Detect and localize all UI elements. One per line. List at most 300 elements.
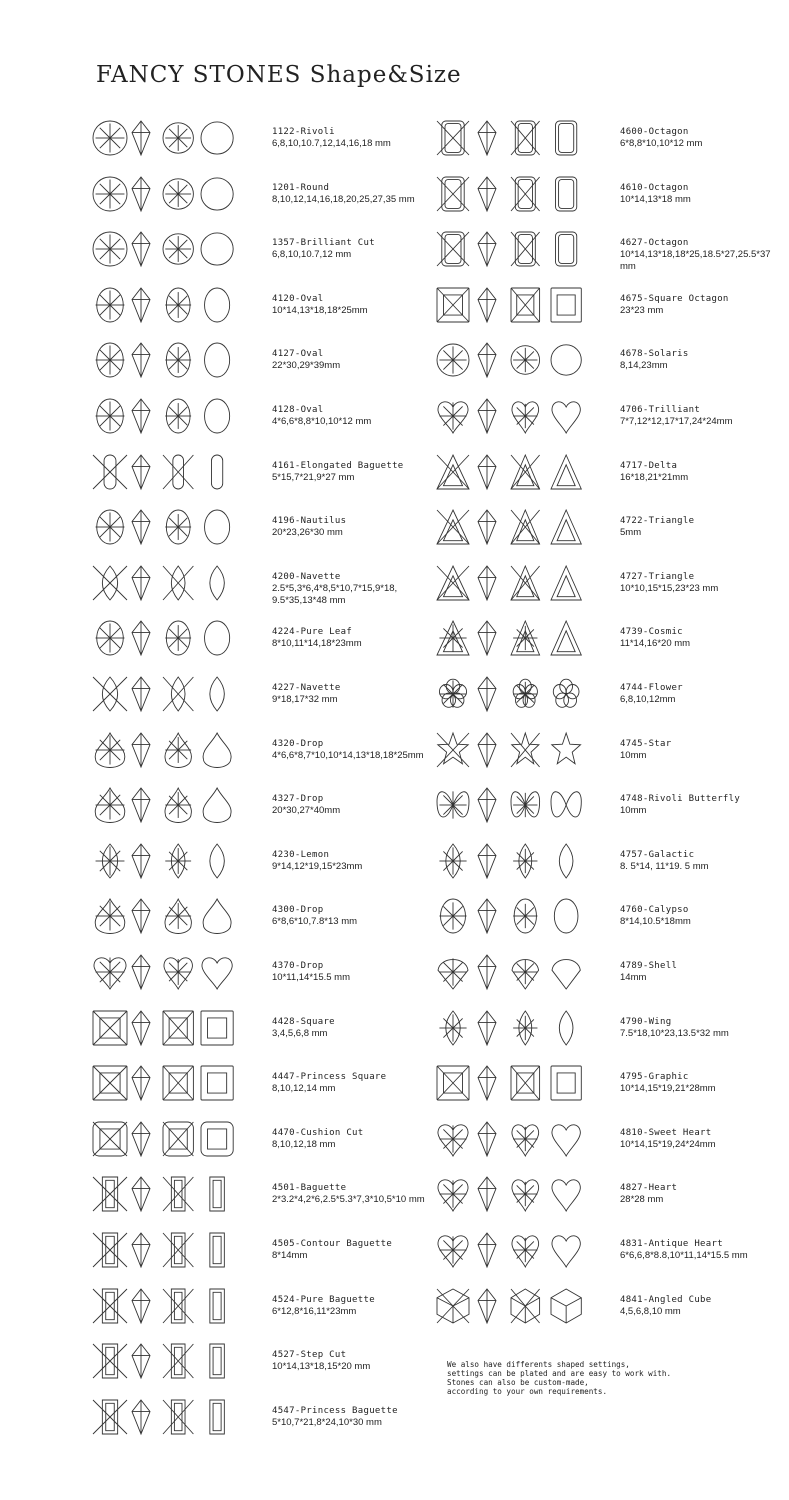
stone-top-view-icon	[92, 898, 128, 934]
stone-sizes: 10mm	[620, 749, 647, 761]
stone-setting-icon	[550, 509, 582, 545]
stone-sizes: 6*6,6,8*8.8,10*11,14*15.5 mm	[620, 1250, 748, 1261]
stone-item	[0, 565, 440, 615]
stone-top-view-icon	[436, 620, 470, 656]
stone-sizes: 8*10,11*14,18*23mm	[272, 638, 362, 650]
stone-side-view-icon	[476, 898, 498, 934]
stone-sizes: 11*14,16*20 mm	[620, 638, 691, 650]
stone-label	[272, 1071, 386, 1095]
stone-model-name: 4120-Oval	[272, 293, 324, 304]
note-line: settings can be plated and are easy to work with.	[447, 1369, 672, 1378]
stone-label	[272, 738, 424, 762]
stone-item	[0, 620, 440, 670]
stone-bottom-view-icon	[510, 509, 541, 545]
stone-model-name: 4128-Oval	[272, 405, 324, 415]
note-line: Stones can also be custom-made,	[447, 1378, 589, 1387]
stone-bottom-view-icon	[162, 454, 194, 490]
stone-item	[430, 1176, 789, 1226]
stone-sizes: 5*10,7*21,8*24,10*30 mm	[272, 1416, 382, 1428]
stone-bottom-view-icon	[162, 1065, 194, 1101]
stone-bottom-view-icon	[162, 954, 194, 990]
stone-top-view-icon	[436, 1288, 470, 1324]
stone-sizes: 8*14,10.5*18mm	[620, 916, 691, 928]
stone-side-view-icon	[130, 1065, 152, 1101]
stone-top-view-icon	[436, 954, 470, 990]
stone-sizes: 8,10,12,14,16,18,20,25,27,35 mm	[272, 193, 415, 205]
stone-top-view-icon	[436, 676, 470, 712]
stone-setting-icon	[550, 843, 582, 879]
stone-item	[430, 398, 789, 448]
stone-model-name: 4757-Galactic	[620, 849, 695, 860]
stone-top-view-icon	[92, 620, 128, 656]
stone-setting-icon	[200, 398, 234, 434]
stone-side-view-icon	[130, 342, 152, 378]
stone-item	[430, 342, 789, 392]
stone-sizes: 6*8,6*10,7.8*13 mm	[272, 916, 358, 928]
stone-bottom-view-icon	[510, 1288, 541, 1324]
stone-item	[0, 342, 440, 392]
stone-top-view-icon	[436, 454, 470, 490]
stone-model-name: 4200-Navette	[272, 571, 341, 582]
stone-item	[430, 176, 789, 226]
stone-item	[0, 509, 440, 559]
stone-setting-icon	[200, 1232, 234, 1268]
stone-label	[272, 515, 346, 539]
stone-bottom-view-icon	[162, 898, 194, 934]
stone-label	[272, 1405, 398, 1429]
settings-note	[447, 1360, 671, 1396]
stone-side-view-icon	[476, 1288, 498, 1324]
stone-model-name: 4224-Pure Leaf	[272, 627, 353, 638]
stone-sizes: 8,10,12,18 mm	[272, 1138, 336, 1150]
stone-item	[430, 620, 789, 670]
stone-sizes: 6,8,10,10.7,12,14,16,18 mm	[272, 138, 391, 149]
stone-bottom-view-icon	[162, 565, 194, 601]
stone-sizes: 9*14,12*19,15*23mm	[272, 860, 363, 872]
stone-side-view-icon	[130, 1010, 152, 1046]
stone-model-name: 4320-Drop	[272, 738, 324, 749]
stone-item	[0, 676, 440, 726]
stone-side-view-icon	[130, 176, 152, 212]
stone-side-view-icon	[476, 176, 498, 212]
stone-top-view-icon	[92, 1232, 128, 1268]
stone-side-view-icon	[476, 120, 498, 156]
stone-item	[430, 1065, 789, 1115]
stone-sizes: 10mm	[620, 805, 647, 817]
stone-top-view-icon	[92, 509, 128, 545]
stone-label	[620, 1182, 677, 1206]
stone-top-view-icon	[436, 398, 470, 434]
stone-item	[0, 954, 440, 1004]
stone-side-view-icon	[476, 1121, 498, 1157]
stone-label	[272, 404, 371, 428]
stone-side-view-icon	[476, 342, 498, 378]
stone-model-name: 4795-Graphic	[620, 1072, 689, 1083]
stone-top-view-icon	[436, 287, 470, 323]
stone-item	[430, 843, 789, 893]
stone-bottom-view-icon	[510, 565, 541, 601]
stone-top-view-icon	[92, 342, 128, 378]
stone-sizes: 6*12,8*16,11*23mm	[272, 1305, 357, 1317]
stone-bottom-view-icon	[162, 342, 194, 378]
stone-side-view-icon	[130, 1288, 152, 1324]
stone-model-name: 1122-Rivoli	[272, 127, 335, 137]
stone-model-name: 4600-Octagon	[620, 127, 689, 137]
stone-model-name: 4230-Lemon	[272, 849, 330, 860]
stone-sizes: 8. 5*14, 11*19. 5 mm	[620, 860, 709, 872]
stone-bottom-view-icon	[510, 120, 541, 156]
stone-bottom-view-icon	[510, 398, 541, 434]
stone-sizes: 16*18,21*21mm	[620, 471, 689, 483]
stone-bottom-view-icon	[510, 1232, 541, 1268]
stone-label	[272, 293, 368, 317]
stone-top-view-icon	[92, 1010, 128, 1046]
stone-item	[0, 120, 440, 170]
stone-top-view-icon	[436, 176, 470, 212]
stone-label	[620, 126, 702, 150]
stone-side-view-icon	[476, 1176, 498, 1212]
stone-label	[272, 1182, 425, 1206]
stone-label	[272, 904, 357, 928]
stone-side-view-icon	[130, 120, 152, 156]
stone-sizes: 4*6,6*8,7*10,10*14,13*18,18*25mm	[272, 749, 424, 761]
stone-model-name: 4745-Star	[620, 738, 672, 749]
note-line: We also have differents shaped settings,	[447, 1360, 630, 1369]
stone-top-view-icon	[92, 732, 128, 768]
stone-top-view-icon	[92, 120, 128, 156]
stone-bottom-view-icon	[162, 231, 194, 267]
stone-bottom-view-icon	[162, 620, 194, 656]
stone-top-view-icon	[436, 231, 470, 267]
stone-model-name: 4744-Flower	[620, 683, 683, 693]
stone-model-name: 4717-Delta	[620, 460, 678, 471]
stone-model-name: 4627-Octagon	[620, 238, 689, 249]
stone-bottom-view-icon	[510, 1176, 541, 1212]
stone-side-view-icon	[476, 509, 498, 545]
stone-bottom-view-icon	[162, 1232, 194, 1268]
stone-side-view-icon	[130, 454, 152, 490]
stone-top-view-icon	[436, 787, 470, 823]
stone-setting-icon	[550, 1121, 582, 1157]
stone-bottom-view-icon	[162, 176, 194, 212]
stone-sizes: 7.5*18,10*23,13.5*32 mm	[620, 1027, 729, 1039]
stone-item	[430, 1232, 789, 1282]
stone-top-view-icon	[92, 1399, 128, 1435]
stone-setting-icon	[550, 1176, 582, 1212]
stone-side-view-icon	[476, 565, 498, 601]
stone-label	[620, 237, 789, 273]
stone-setting-icon	[200, 732, 234, 768]
stone-model-name: 4748-Rivoli Butterfly	[620, 794, 741, 805]
stone-setting-icon	[200, 1343, 234, 1379]
stone-model-name: 4501-Baguette	[272, 1183, 347, 1194]
stone-setting-icon	[550, 620, 582, 656]
stone-bottom-view-icon	[162, 1010, 194, 1046]
stone-setting-icon	[200, 120, 234, 156]
stone-item	[430, 954, 789, 1004]
stone-model-name: 4505-Contour Baguette	[272, 1239, 393, 1249]
stone-sizes: 20*23,26*30 mm	[272, 527, 343, 539]
stone-item	[0, 1176, 440, 1226]
stone-bottom-view-icon	[162, 1399, 194, 1435]
stone-sizes: 22*30,29*39mm	[272, 360, 341, 372]
stone-sizes: 10*14,13*18,15*20 mm	[272, 1361, 371, 1373]
stone-bottom-view-icon	[162, 787, 194, 823]
stone-model-name: 4524-Pure Baguette	[272, 1294, 375, 1305]
stone-top-view-icon	[436, 1121, 470, 1157]
stone-model-name: 4678-Solaris	[620, 349, 689, 360]
stone-label	[620, 182, 691, 206]
stone-top-view-icon	[436, 1232, 470, 1268]
stone-sizes: 6,8,10,10.7,12 mm	[272, 249, 352, 261]
stone-setting-icon	[200, 565, 234, 601]
stone-bottom-view-icon	[510, 1010, 541, 1046]
stone-top-view-icon	[92, 843, 128, 879]
stone-label	[620, 1016, 729, 1040]
stone-item	[0, 1232, 440, 1282]
stone-label	[272, 1294, 375, 1318]
stone-model-name: 4447-Princess Square	[272, 1072, 387, 1083]
stone-top-view-icon	[92, 565, 128, 601]
stone-item	[0, 787, 440, 837]
stone-top-view-icon	[92, 1288, 128, 1324]
stone-label	[272, 849, 362, 873]
stone-setting-icon	[200, 1176, 234, 1212]
stone-item	[0, 454, 440, 504]
stone-item	[0, 732, 440, 782]
stone-top-view-icon	[436, 1010, 470, 1046]
stone-sizes: 2.5*5,3*6,4*8,5*10,7*15,9*18, 9.5*35,13*48 mm	[272, 582, 398, 606]
stone-bottom-view-icon	[162, 398, 194, 434]
stone-top-view-icon	[436, 843, 470, 879]
stone-setting-icon	[550, 120, 582, 156]
stone-bottom-view-icon	[162, 509, 194, 545]
stone-model-name: 4841-Angled Cube	[620, 1294, 712, 1305]
stone-bottom-view-icon	[510, 1065, 541, 1101]
stone-label	[620, 682, 683, 706]
stone-top-view-icon	[92, 1121, 128, 1157]
stone-model-name: 4727-Triangle	[620, 571, 695, 582]
stone-item	[0, 398, 440, 448]
stone-side-view-icon	[130, 843, 152, 879]
stone-bottom-view-icon	[510, 898, 541, 934]
stone-label	[272, 1238, 392, 1262]
stone-model-name: 4196-Nautilus	[272, 516, 347, 527]
stone-item	[0, 1399, 440, 1449]
stone-setting-icon	[200, 454, 234, 490]
stone-sizes: 10*14,13*18,18*25,18.5*27,25.5*37 mm	[620, 249, 771, 273]
stone-side-view-icon	[130, 509, 152, 545]
stone-top-view-icon	[92, 1065, 128, 1101]
stone-item	[430, 287, 789, 337]
stone-sizes: 8,14,23mm	[620, 360, 668, 372]
stone-top-view-icon	[436, 732, 470, 768]
stone-side-view-icon	[476, 954, 498, 990]
stone-item	[0, 1010, 440, 1060]
stone-item	[0, 1065, 440, 1115]
stone-bottom-view-icon	[510, 954, 541, 990]
stone-setting-icon	[550, 1065, 582, 1101]
stone-bottom-view-icon	[510, 231, 541, 267]
stone-model-name: 4161-Elongated Baguette	[272, 460, 404, 471]
stone-label	[620, 515, 694, 539]
stone-sizes: 8,10,12,14 mm	[272, 1083, 336, 1095]
stone-model-name: 4706-Trilliant	[620, 405, 701, 415]
stone-side-view-icon	[130, 1399, 152, 1435]
stone-bottom-view-icon	[510, 732, 541, 768]
stone-item	[430, 231, 789, 281]
stone-bottom-view-icon	[162, 287, 194, 323]
stone-label	[620, 404, 733, 428]
stone-label	[272, 682, 341, 706]
stone-setting-icon	[200, 509, 234, 545]
stone-bottom-view-icon	[510, 620, 541, 656]
stone-label	[620, 904, 691, 928]
stone-sizes: 10*10,15*15,23*23 mm	[620, 582, 719, 594]
stone-model-name: 4327-Drop	[272, 794, 324, 805]
stone-setting-icon	[550, 954, 582, 990]
stone-side-view-icon	[130, 676, 152, 712]
stone-bottom-view-icon	[162, 1288, 194, 1324]
stone-side-view-icon	[476, 732, 498, 768]
stone-bottom-view-icon	[162, 1176, 194, 1212]
stone-setting-icon	[550, 398, 582, 434]
stone-top-view-icon	[92, 676, 128, 712]
stone-model-name: 4722-Triangle	[620, 516, 695, 527]
stone-top-view-icon	[92, 1343, 128, 1379]
stone-label	[620, 626, 690, 650]
stone-bottom-view-icon	[162, 120, 194, 156]
stone-label	[272, 1349, 370, 1373]
stone-bottom-view-icon	[510, 1121, 541, 1157]
stone-side-view-icon	[130, 732, 152, 768]
stone-item	[430, 1288, 789, 1338]
stone-setting-icon	[200, 954, 234, 990]
stone-item	[430, 1121, 789, 1171]
stone-top-view-icon	[92, 287, 128, 323]
stone-setting-icon	[200, 620, 234, 656]
stone-side-view-icon	[476, 787, 498, 823]
stone-side-view-icon	[130, 398, 152, 434]
stone-item	[430, 120, 789, 170]
stone-label	[272, 348, 340, 372]
stone-top-view-icon	[436, 565, 470, 601]
stone-model-name: 4300-Drop	[272, 905, 324, 916]
stone-bottom-view-icon	[510, 342, 541, 378]
stone-setting-icon	[550, 1288, 582, 1324]
stone-bottom-view-icon	[162, 676, 194, 712]
stone-top-view-icon	[436, 898, 470, 934]
stone-sizes: 4,5,6,8,10 mm	[620, 1305, 681, 1317]
stone-model-name: 4831-Antique Heart	[620, 1239, 723, 1249]
stone-bottom-view-icon	[162, 1121, 194, 1157]
stone-bottom-view-icon	[510, 287, 541, 323]
stone-model-name: 4790-Wing	[620, 1016, 672, 1027]
stone-label	[620, 960, 677, 984]
stone-side-view-icon	[130, 231, 152, 267]
stone-sizes: 14mm	[620, 972, 647, 983]
stone-sizes: 4*6,6*8,8*10,10*12 mm	[272, 416, 372, 427]
stone-setting-icon	[200, 1010, 234, 1046]
stone-sizes: 5*15,7*21,9*27 mm	[272, 471, 355, 483]
stone-item	[0, 898, 440, 948]
stone-item	[430, 509, 789, 559]
stone-side-view-icon	[476, 398, 498, 434]
stone-top-view-icon	[436, 1176, 470, 1212]
stone-side-view-icon	[130, 620, 152, 656]
stone-item	[430, 898, 789, 948]
stone-sizes: 9*18,17*32 mm	[272, 694, 338, 705]
stone-item	[430, 676, 789, 726]
stone-item	[430, 732, 789, 782]
stone-setting-icon	[550, 1232, 582, 1268]
stone-model-name: 4789-Shell	[620, 961, 678, 971]
stone-setting-icon	[550, 454, 582, 490]
stone-setting-icon	[200, 676, 234, 712]
stone-sizes: 10*14,13*18,18*25mm	[272, 304, 368, 316]
stone-setting-icon	[200, 176, 234, 212]
stone-label	[272, 182, 415, 206]
stone-setting-icon	[200, 342, 234, 378]
stone-sizes: 3,4,5,6,8 mm	[272, 1027, 328, 1039]
stone-model-name: 4227-Navette	[272, 683, 341, 693]
stone-item	[430, 1010, 789, 1060]
stone-sizes: 20*30,27*40mm	[272, 805, 341, 817]
stone-side-view-icon	[130, 1121, 152, 1157]
stone-sizes: 28*28 mm	[620, 1194, 664, 1206]
stone-label	[620, 1071, 716, 1095]
stone-setting-icon	[200, 1288, 234, 1324]
stone-label	[620, 348, 689, 372]
stone-item	[430, 454, 789, 504]
stone-label	[272, 626, 362, 650]
stone-bottom-view-icon	[510, 843, 541, 879]
stone-item	[0, 843, 440, 893]
stone-top-view-icon	[92, 231, 128, 267]
stone-label	[620, 1238, 748, 1262]
stone-setting-icon	[550, 342, 582, 378]
stone-label	[272, 237, 375, 261]
stone-model-name: 1357-Brilliant Cut	[272, 238, 375, 249]
stone-label	[620, 1294, 712, 1318]
stone-label	[620, 571, 718, 595]
stone-setting-icon	[550, 787, 582, 823]
stone-top-view-icon	[436, 509, 470, 545]
stone-item	[430, 787, 789, 837]
stone-item	[0, 287, 440, 337]
stone-setting-icon	[550, 898, 582, 934]
stone-setting-icon	[550, 1010, 582, 1046]
stone-bottom-view-icon	[162, 732, 194, 768]
stone-model-name: 4470-Cushion Cut	[272, 1127, 364, 1138]
stone-side-view-icon	[130, 898, 152, 934]
stone-sizes: 10*11,14*15.5 mm	[272, 972, 350, 983]
stone-setting-icon	[200, 1121, 234, 1157]
stone-bottom-view-icon	[162, 1343, 194, 1379]
stone-setting-icon	[550, 732, 582, 768]
stone-side-view-icon	[476, 1010, 498, 1046]
stone-model-name: 1201-Round	[272, 182, 330, 193]
stone-top-view-icon	[436, 342, 470, 378]
stone-label	[620, 793, 740, 817]
stone-sizes: 5mm	[620, 527, 642, 539]
stone-model-name: 4610-Octagon	[620, 182, 689, 193]
stone-bottom-view-icon	[162, 843, 194, 879]
stone-side-view-icon	[130, 565, 152, 601]
stone-top-view-icon	[92, 954, 128, 990]
stone-label	[272, 1016, 335, 1040]
stone-label	[272, 793, 340, 817]
